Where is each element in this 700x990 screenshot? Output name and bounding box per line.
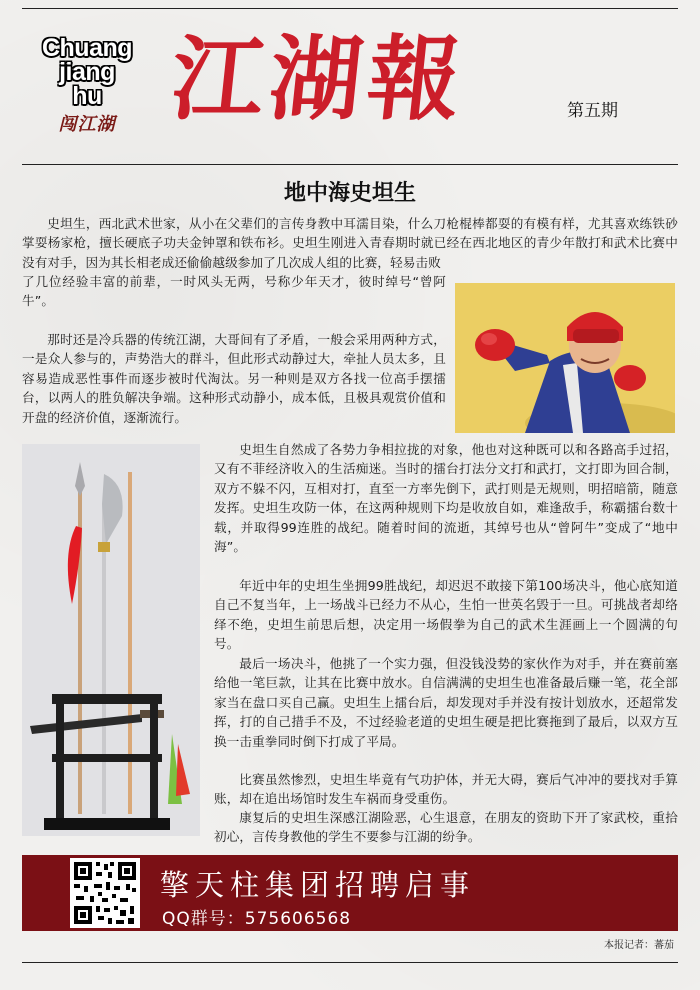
paragraph-1: 史坦生，西北武术世家，从小在父辈们的言传身教中耳濡目染，什么刀枪棍棒都耍的有模有样，尤其喜欢练铁砂掌耍杨家枪，擅长硬底子功夫金钟罩和铁布衫。史坦生刚进入青春期时就已经在西北地区的青少年散打和武术比赛中没有对手，因为其长相老成还偷偷越级参加了几次成人组的比赛，轻易击败 xyxy=(22,216,678,270)
logo xyxy=(22,36,152,136)
paragraph-7: 康复后的史坦生深感江湖险恶，心生退意，在朋友的资助下开了家武校，重拾初心，言传身教他的学生不要参与江湖的纷争。 xyxy=(214,810,678,845)
qr-code[interactable] xyxy=(70,858,140,928)
recruitment-banner xyxy=(22,855,678,931)
top-rule xyxy=(22,8,678,9)
newspaper-title: 江湖報 xyxy=(166,25,472,133)
logo-subtitle: 闯江湖 xyxy=(58,114,116,135)
logo-line-1: Chuang xyxy=(41,34,133,62)
paragraph-2: 那时还是冷兵器的传统江湖，大哥间有了矛盾，一般会采用两种方式，一是众人参与的，声势浩大的群斗，但此形式动静过大，牵扯人员太多，且容易造成恶性事件而逐步被时代淘汰。另一种则是双方各找一位高手摆擂台，以两人的胜负解决争端。这种形式动静小，成本低，且极具观赏价值和开盘的经济价值，逐渐流行。 xyxy=(22,332,446,425)
paragraph-6: 比赛虽然惨烈，史坦生毕竟有气功护体，并无大碍，赛后气冲冲的要找对手算账，却在追出场馆时发生车祸而身受重伤。 xyxy=(214,772,678,807)
article-headline: 地中海史坦生 xyxy=(283,181,416,206)
paragraph-3: 史坦生自然成了各势力争相拉拢的对象，他也对这种既可以和各路高手过招，又有不菲经济收入的生活痴迷。当时的擂台打法分文打和武打，文打即为回合制，双方不躲不闪，互相对打，直至一方率先倒下，武打则是无规则，明招暗箭，随意发挥。史坦生攻防一体，在这两种规则下均是收放自如，难逢敌手，称霸擂台数十载，并取得99连胜的战纪。随着时间的流逝，其绰号也从“曾阿牛”变成了“地中海”。 xyxy=(214,442,678,555)
recruitment-title: 擎天柱集团招聘启事 xyxy=(160,868,476,902)
boxer-figure-photo xyxy=(455,283,675,433)
weapons-rack-photo xyxy=(22,444,200,836)
paragraph-1-cont: 了几位经验丰富的前辈，一时风头无两，号称少年天才，彼时绰号“曾阿牛”。 xyxy=(22,274,446,309)
masthead-rule xyxy=(22,164,678,165)
reporter-credit: 本报记者：蕃茄 xyxy=(604,940,674,951)
bottom-rule xyxy=(22,962,678,963)
logo-line-3: hu xyxy=(72,82,102,110)
issue-number: 第五期 xyxy=(567,101,618,121)
logo-line-2: jiang xyxy=(59,58,115,86)
qq-group-number: QQ群号：575606568 xyxy=(162,909,352,929)
paragraph-4: 年近中年的史坦生坐拥99胜战纪，却迟迟不敢接下第100场决斗，他心底知道自己不复当年，上一场战斗已经力不从心，生怕一世英名毁于一旦。可挑战者却络绎不绝，史坦生前思后想，决定用一场假拳为自己的武术生涯画上一个圆满的句号。 xyxy=(214,578,678,652)
paragraph-5: 最后一场决斗，他挑了一个实力强，但没钱没势的家伙作为对手，并在赛前塞给他一笔巨款，让其在比赛中放水。自信满满的史坦生也准备最后赚一笔，花全部家当在盘口买自己赢。史坦生上擂台后，却发现对手并没有按计划放水，还超常发挥，打的自己措手不及，不过经验老道的史坦生硬是把比赛拖到了最后，以双方互换一击重拳同时倒下打成了平局。 xyxy=(214,656,678,749)
